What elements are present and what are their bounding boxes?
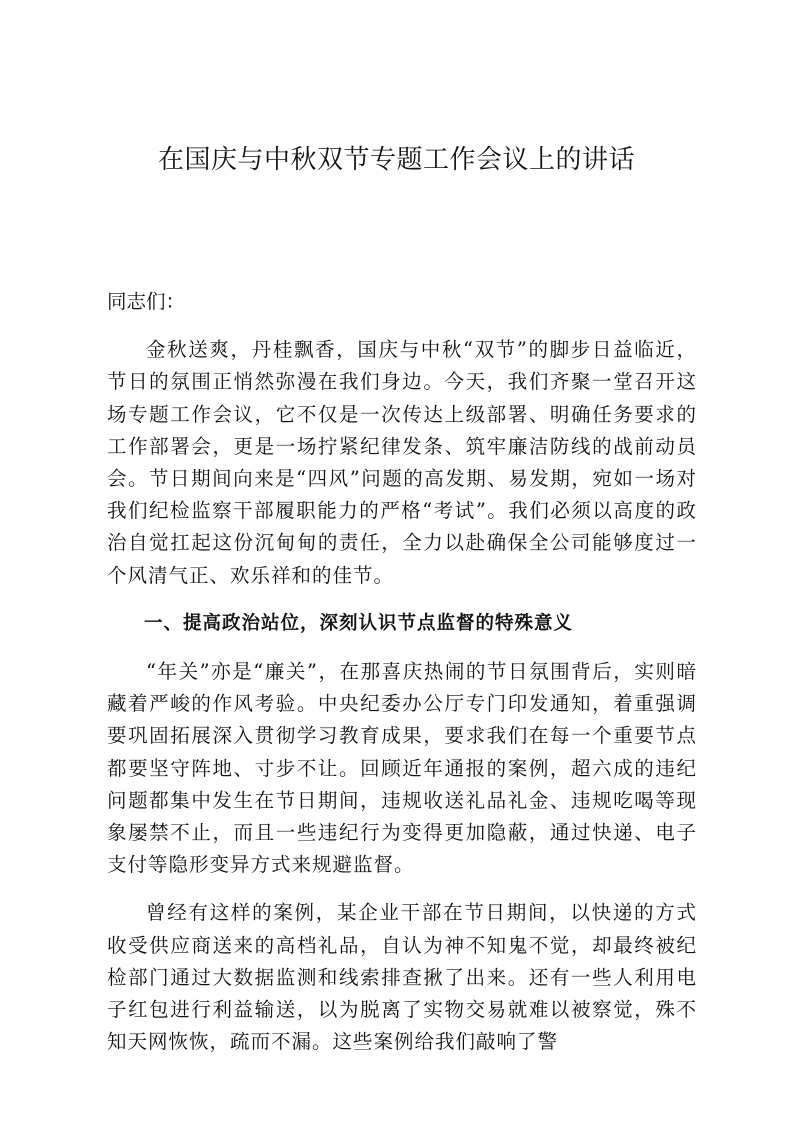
- document-title: 在国庆与中秋双节专题工作会议上的讲话: [157, 145, 635, 175]
- paragraph-opening: 金秋送爽，丹桂飘香，国庆与中秋“双节”的脚步日益临近，节日的氛围正悄然弥漫在我们身边。今天，我们齐聚一堂召开这场专题工作会议，它不仅是一次传达上级部署、明确任务要求的工作部署会，更是一场拧紧纪律发条、筑牢廉洁防线的战前动员会。节日期间向来是“四风”问题的高发期、易发期，宛如一场对我们纪检监察干部履职能力的严格“考试”。我们必须以高度的政治自觉扛起这份沉甸甸的责任，全力以赴确保全公司能够度过一个风清气正、欢乐祥和的佳节。: [107, 338, 697, 587]
- salutation: 同志们：: [107, 290, 186, 313]
- document-body: [107, 286, 697, 1074]
- section-heading-1: 一、提高政治站位，深刻认识节点监督的特殊意义: [144, 612, 574, 634]
- paragraph-section-1-a: “年关”亦是“廉关”，在那喜庆热闹的节日氛围背后，实则暗藏着严峻的作风考验。中央纪委办公厅专门印发通知，着重强调要巩固拓展深入贯彻学习教育成果，要求我们在每一个重要节点都要坚守阵地、寸步不让。回顾近年通报的案例，超六成的违纪问题都集中发生在节日期间，违规收送礼品礼金、违规吃喝等现象屡禁不止，而且一些违纪行为变得更加隐蔽，通过快递、电子支付等隐形变异方式来规避监督。: [107, 660, 697, 877]
- paragraph-section-1-b: 曾经有这样的案例，某企业干部在节日期间，以快递的方式收受供应商送来的高档礼品，自认为神不知鬼不觉，却最终被纪检部门通过大数据监测和线索排查揪了出来。还有一些人利用电子红包进行利益输送，以为脱离了实物交易就难以被察觉，殊不知天网恢恢，疏而不漏。这些案例给我们敲响了警: [107, 901, 697, 1054]
